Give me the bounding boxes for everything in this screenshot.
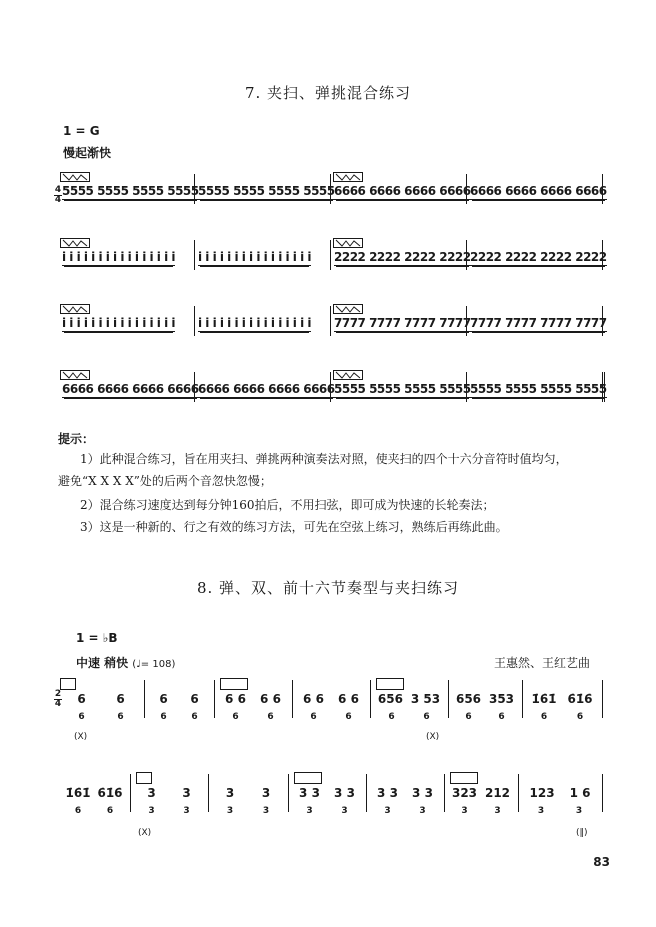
time-signature: 4 4: [54, 185, 62, 205]
measure: [194, 306, 331, 336]
measure: [466, 240, 607, 270]
measure: 3 3 3 3 3 3: [288, 774, 367, 812]
measure: [58, 174, 199, 204]
tip-1: 1）此种混合练习，旨在用夹扫、弹挑两种演奏法对照，使夹扫的四个十六分音符时值均匀，: [80, 452, 568, 466]
note-group: 6666 6666 6666 6666: [198, 382, 335, 396]
note-group: i i i i i i i i i i i i i i i i: [62, 250, 175, 264]
measure: [58, 240, 195, 270]
measure: 6 6 6 6: [144, 680, 215, 718]
measure: 6 6 6 6 6 6: [292, 680, 371, 718]
note-group: 6666 6666 6666 6666: [470, 184, 607, 198]
x-mark: (X): [74, 732, 88, 742]
measure: 1̇6̇1̇ 6̇1̇6̇ 6 6: [58, 774, 131, 812]
section1-key: 1 = G: [63, 124, 100, 138]
section2-tempo: 中速 稍快 (♩= 108): [76, 656, 176, 670]
measure: 3 3 3 3 3 3: [366, 774, 445, 812]
note-group: 2222 2222 2222 2222: [334, 250, 471, 264]
note-group: 6666 6666 6666 6666: [62, 382, 199, 396]
section1-title: 7. 夹扫、弹挑混合练习: [244, 84, 412, 102]
measure: [466, 174, 607, 204]
measure: 6 6 6 6: [58, 680, 145, 718]
tip-3: 3）这是一种新的、行之有效的练习方法，可先在空弦上练习，熟练后再练此曲。: [80, 520, 508, 534]
measure: 656 3 53 6 6: [370, 680, 449, 718]
note-group: 6666 6666 6666 6666: [334, 184, 471, 198]
note-group: i i i i i i i i i i i i i i i i: [62, 316, 175, 330]
staff-row-3: [58, 306, 607, 336]
note-group: 7777 7777 7777 7777: [334, 316, 471, 330]
section2-key: 1 = ♭B: [76, 631, 118, 645]
measure: [58, 372, 199, 402]
measure: 323 212 3 3: [444, 774, 519, 812]
measure: 3 3 3 3: [208, 774, 289, 812]
tip-2: 2）混合练习速度达到每分钟160拍后，不用扫弦，即可成为快速的长轮奏法；: [80, 498, 495, 512]
note-group: 7777 7777 7777 7777: [470, 316, 607, 330]
note-group: 5555 5555 5555 5555: [334, 382, 471, 396]
staff-row-2: [58, 240, 607, 270]
measure: 6 6 6 6 6 6: [214, 680, 293, 718]
composer-credit: 王惠然、王红艺曲: [494, 656, 591, 670]
measure: [194, 240, 331, 270]
note-group: i i i i i i i i i i i i i i i i: [198, 316, 311, 330]
note-group: 5555 5555 5555 5555: [62, 184, 199, 198]
measure: [330, 372, 471, 402]
note-group: 2222 2222 2222 2222: [470, 250, 607, 264]
section1-tempo: 慢起渐快: [63, 146, 112, 160]
measure: 3 3 3 3: [130, 774, 209, 812]
score-row-1: [54, 680, 602, 742]
repeat-mark: (‖): [576, 828, 588, 838]
measure: 656 353 6 6: [448, 680, 523, 718]
note-group: 5555 5555 5555 5555: [198, 184, 335, 198]
measure: 123 1 6 3 3: [518, 774, 603, 812]
measure: [330, 240, 471, 270]
x-mark: (X): [138, 828, 152, 838]
measure: [194, 372, 335, 402]
tips-title: 提示：: [58, 432, 95, 446]
time-signature-2: 2 4: [54, 689, 62, 709]
measure: [58, 306, 195, 336]
measure-final: [466, 372, 605, 402]
note-group: 5555 5555 5555 5555: [470, 382, 607, 396]
page-number: 83: [593, 855, 610, 869]
note-group: i i i i i i i i i i i i i i i i: [198, 250, 311, 264]
staff-row-1: [54, 174, 607, 205]
measure: [330, 174, 471, 204]
tip-1-continued: 避免“X X X X”处的后两个音忽快忽慢；: [58, 474, 272, 488]
measure: [194, 174, 335, 204]
section2-title: 8. 弹、双、前十六节奏型与夹扫练习: [196, 579, 460, 597]
score-row-2: [58, 774, 602, 838]
measure: 1̇6̇1̇ 6̇1̇6̇ 6 6: [522, 680, 603, 718]
x-mark: (X): [426, 732, 440, 742]
staff-row-4: [58, 372, 607, 402]
measure: [330, 306, 471, 336]
measure: [466, 306, 607, 336]
